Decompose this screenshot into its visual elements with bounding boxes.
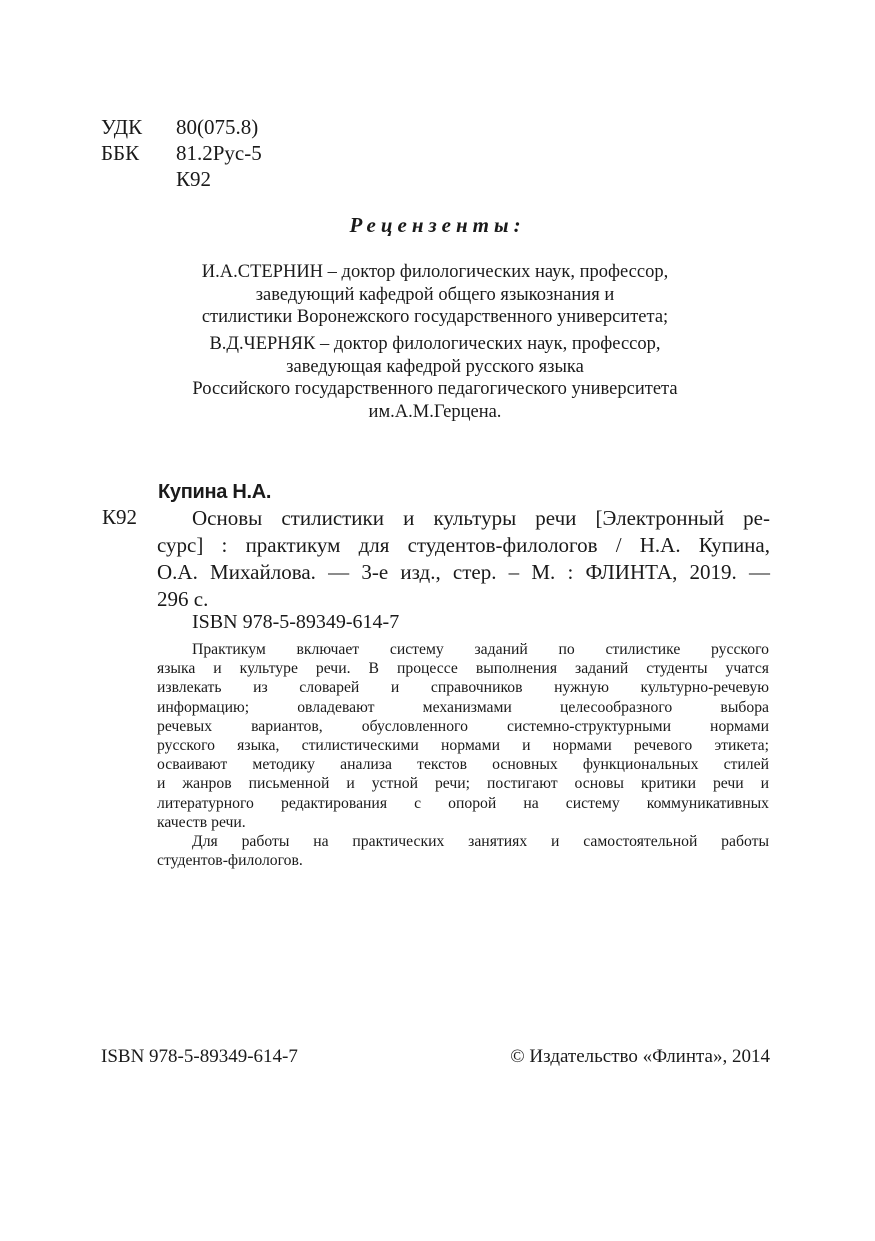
bib-line: Основы стилистики и культуры речи [Электронный ре- bbox=[192, 506, 770, 530]
bib-line: О.А. Михайлова. — 3-е изд., стер. – М. : ФЛИНТА, 2019. — bbox=[157, 560, 770, 584]
udk-row bbox=[101, 114, 258, 140]
annotation bbox=[157, 640, 769, 870]
annotation-line: литературного редактирования с опорой на систему коммуникативных bbox=[157, 794, 769, 812]
annotation-line: осваивают методику анализа текстов основных функциональных стилей bbox=[157, 756, 769, 774]
bib-line: 296 с. bbox=[157, 587, 209, 611]
annotation-line: качеств речи. bbox=[157, 813, 246, 831]
annotation-line: Практикум включает систему заданий по стилистике русского bbox=[192, 641, 769, 658]
annotation-line: и жанров письменной и устной речи; постигают основы критики речи и bbox=[157, 775, 769, 793]
annotation-line: языка и культуре речи. В процессе выполнения заданий студенты учатся bbox=[157, 660, 769, 678]
annotation-line: извлекать из словарей и справочников нужную культурно-речевую bbox=[157, 679, 769, 697]
reviewer-line: стилистики Воронежского государственного университета; bbox=[201, 307, 669, 327]
annotation-line: русского языка, стилистическими нормами и нормами речевого этикета; bbox=[157, 737, 769, 755]
footer-isbn: ISBN 978-5-89349-614-7 bbox=[101, 1046, 298, 1067]
reviewer-line: В.Д.ЧЕРНЯК – доктор филологических наук, профессор, bbox=[209, 334, 661, 354]
reviewer-line: заведующая кафедрой русского языка bbox=[286, 356, 584, 377]
annotation-line: Для работы на практических занятиях и самостоятельной работы bbox=[192, 833, 769, 851]
annotation-line: студентов-филологов. bbox=[157, 852, 303, 870]
reviewers-heading: Рецензенты: bbox=[349, 213, 526, 237]
bib-line: сурс] : практикум для студентов-филологов / Н.А. Купина, bbox=[157, 533, 770, 557]
udk-label: УДК bbox=[101, 115, 143, 139]
reviewer-line: Российского государственного педагогического университета bbox=[192, 379, 678, 399]
reviewer-line: заведующий кафедрой общего языкознания и bbox=[255, 284, 615, 305]
reviewer-sternin bbox=[100, 261, 770, 329]
reviewer-line: им.А.М.Герцена. bbox=[368, 401, 502, 422]
author-mark-top: К92 bbox=[176, 167, 212, 191]
reviewer-line: И.А.СТЕРНИН – доктор филологических наук, профессор, bbox=[201, 262, 669, 282]
book-author: Купина Н.А. bbox=[158, 481, 272, 503]
isbn: ISBN 978-5-89349-614-7 bbox=[192, 611, 400, 633]
annotation-line: информацию; овладевают механизмами целесообразного выбора bbox=[157, 698, 769, 716]
bbk-value: 81.2Рус-5 bbox=[176, 141, 262, 165]
author-mark: К92 bbox=[102, 505, 138, 529]
annotation-line: речевых вариантов, обусловленного системно-структурными нормами bbox=[157, 717, 769, 735]
udk-value: 80(075.8) bbox=[176, 115, 259, 139]
copyright: © Издательство «Флинта», 2014 bbox=[510, 1046, 770, 1067]
reviewer-chernyak bbox=[100, 333, 770, 423]
bbk-label: ББК bbox=[101, 141, 140, 165]
bbk-row bbox=[101, 140, 262, 166]
bibliographic-description bbox=[157, 505, 770, 613]
